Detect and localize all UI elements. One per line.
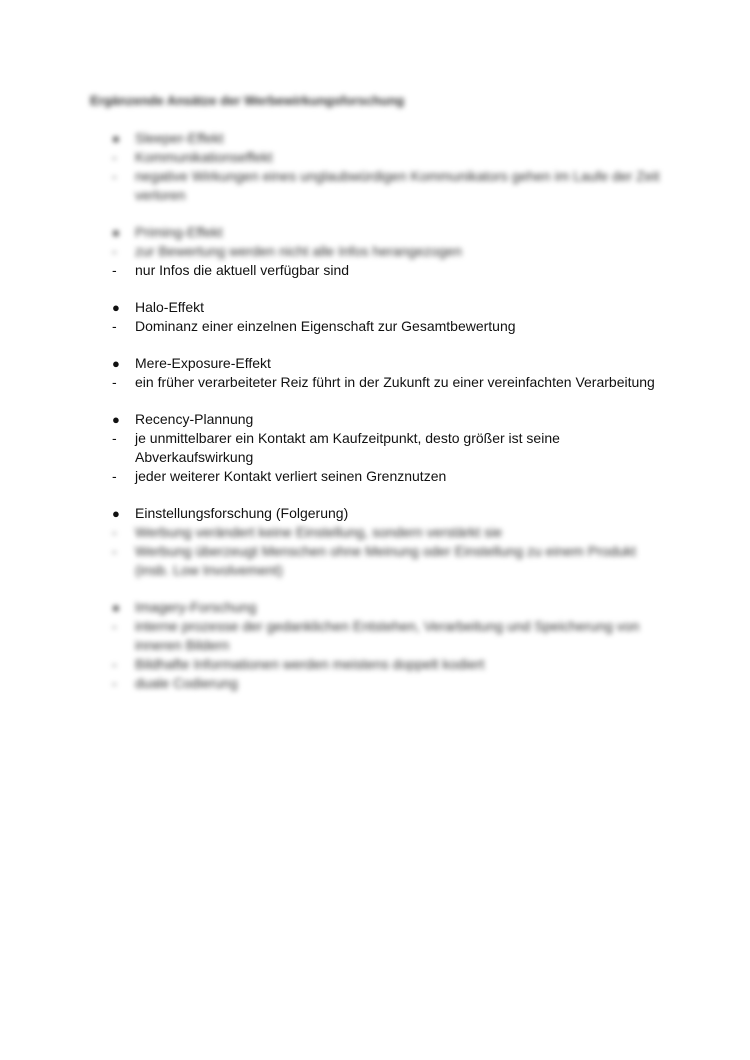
section-heading-row (90, 598, 670, 617)
dash-marker: - (112, 374, 117, 390)
bullet-icon: ● (112, 600, 120, 615)
dash-marker: - (112, 618, 117, 634)
bullet-icon: ● (112, 412, 120, 427)
section-recency-plannung (90, 410, 670, 486)
list-item (90, 373, 670, 392)
list-item-text: Werbung verändert keine Einstellung, sondern verstärkt sie (135, 524, 503, 540)
section-heading-row (90, 410, 670, 429)
section-heading: Einstellungsforschung (Folgerung) (135, 505, 349, 521)
list-item (90, 542, 670, 580)
bullet-icon: ● (112, 506, 120, 521)
dash-marker: - (112, 468, 117, 484)
list-item (90, 617, 670, 655)
list-item (90, 655, 670, 674)
dash-marker: - (112, 168, 117, 184)
section-priming-effekt (90, 223, 670, 280)
section-sleeper-effekt (90, 129, 670, 205)
section-heading: Halo-Effekt (135, 299, 204, 315)
document-content (90, 91, 670, 711)
dash-marker: - (112, 318, 117, 334)
section-heading: Imagery-Forschung (135, 599, 257, 615)
list-item-text: je unmittelbarer ein Kontakt am Kaufzeitpunkt, desto größer ist seine Abverkaufswirkung (135, 430, 560, 465)
bullet-icon: ● (112, 356, 120, 371)
list-item-text: Werbung überzeugt Menschen ohne Meinung oder Einstellung zu einem Produkt (insb. Low Involvement) (135, 543, 636, 578)
dash-marker: - (112, 262, 117, 278)
list-item-text: interne prozesse der gedanklichen Entstehen, Verarbeitung und Speicherung von inneren Bildern (135, 618, 640, 653)
list-item-text: duale Codierung (135, 675, 238, 691)
section-heading-row (90, 354, 670, 373)
list-item-text: Dominanz einer einzelnen Eigenschaft zur Gesamtbewertung (135, 318, 516, 334)
list-item-text: zur Bewertung werden nicht alle Infos herangezogen (135, 243, 462, 259)
list-item-text: ein früher verarbeiteter Reiz führt in der Zukunft zu einer vereinfachten Verarbeitung (135, 374, 655, 390)
bullet-icon: ● (112, 131, 120, 146)
list-item-text: Bildhafte Informationen werden meistens doppelt kodiert (135, 656, 485, 672)
list-item (90, 429, 670, 467)
dash-marker: - (112, 524, 117, 540)
section-heading-row (90, 298, 670, 317)
section-mere-exposure-effekt (90, 354, 670, 392)
list-item (90, 674, 670, 693)
list-item (90, 242, 670, 261)
dash-marker: - (112, 430, 117, 446)
dash-marker: - (112, 656, 117, 672)
section-imagery-forschung (90, 598, 670, 693)
section-heading: Sleeper-Effekt (135, 130, 224, 146)
section-heading: Mere-Exposure-Effekt (135, 355, 271, 371)
list-item (90, 317, 670, 336)
section-heading-row (90, 223, 670, 242)
list-item-text: nur Infos die aktuell verfügbar sind (135, 262, 350, 278)
list-item-text: jeder weiterer Kontakt verliert seinen Grenznutzen (135, 468, 447, 484)
dash-marker: - (112, 149, 117, 165)
bullet-icon: ● (112, 300, 120, 315)
list-item (90, 467, 670, 486)
section-halo-effekt (90, 298, 670, 336)
section-heading: Priming-Effekt (135, 224, 223, 240)
dash-marker: - (112, 243, 117, 259)
document-title: Ergänzende Ansätze der Werbewirkungsforschung (90, 93, 405, 108)
section-einstellungsforschung (90, 504, 670, 580)
bullet-icon: ● (112, 225, 120, 240)
list-item (90, 148, 670, 167)
section-heading: Recency-Plannung (135, 411, 254, 427)
list-item (90, 167, 670, 205)
list-item-text: negative Wirkungen eines unglaubwürdigen Kommunikators gehen im Laufe der Zeit verloren (135, 168, 660, 203)
section-heading-row (90, 504, 670, 523)
list-item (90, 523, 670, 542)
section-heading-row (90, 129, 670, 148)
list-item-text: Kommunikationseffekt (135, 149, 273, 165)
list-item (90, 261, 670, 280)
dash-marker: - (112, 675, 117, 691)
dash-marker: - (112, 543, 117, 559)
